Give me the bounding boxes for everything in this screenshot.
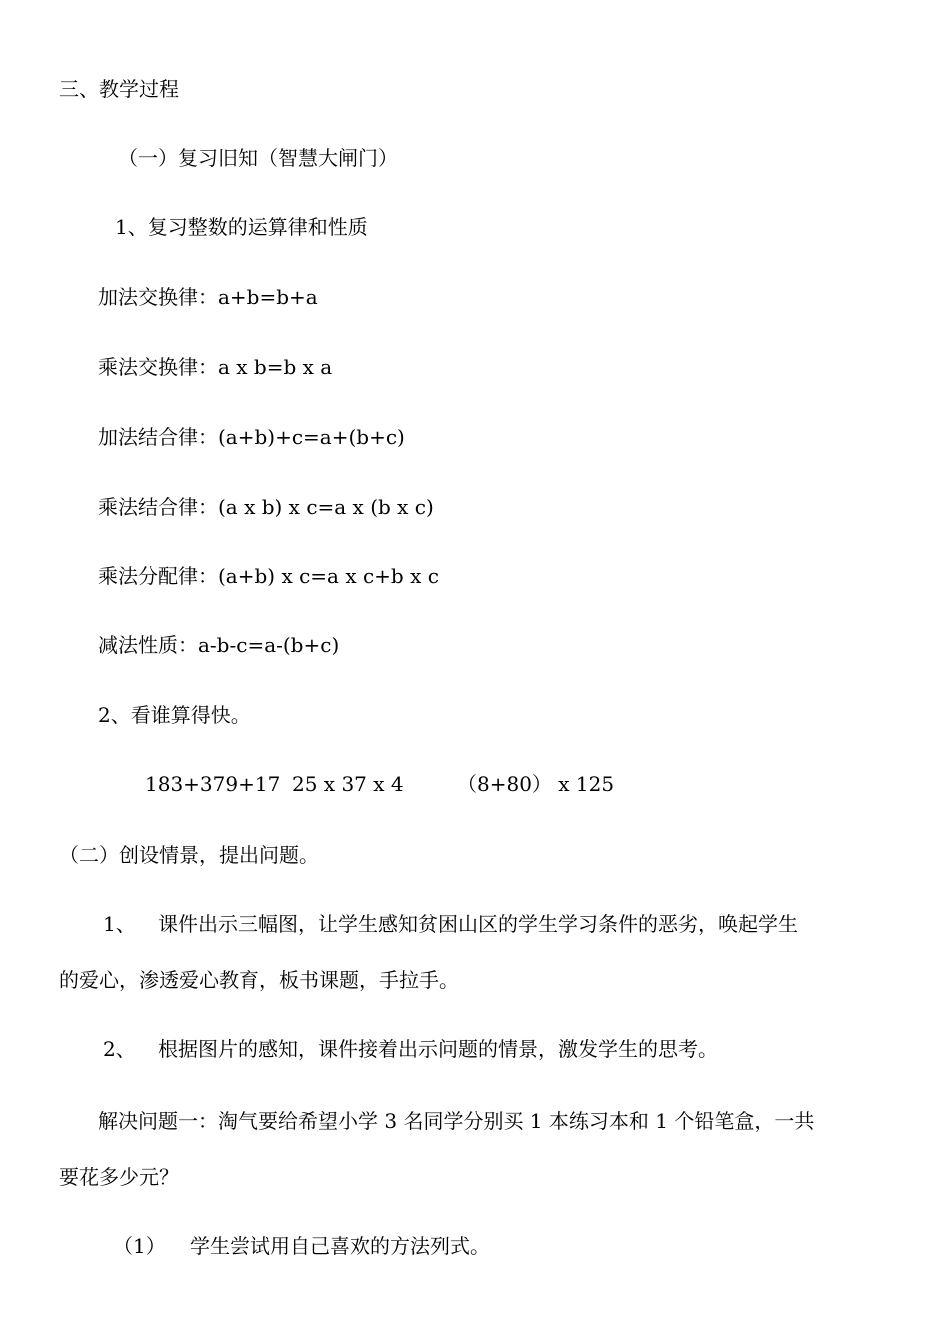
law-addition-commutative: 加法交换律：a+b=b+a bbox=[98, 285, 318, 309]
exercise-3: （8+80） x 125 bbox=[457, 772, 615, 796]
review-item-1: 1、复习整数的运算律和性质 bbox=[115, 215, 368, 239]
section-title: 三、教学过程 bbox=[59, 77, 179, 101]
law-multiplication-commutative: 乘法交换律：a x b=b x a bbox=[98, 355, 333, 379]
scenario-heading: （二）创设情景，提出问题。 bbox=[59, 843, 319, 867]
scenario-p1-line2: 的爱心，渗透爱心教育，板书课题，手拉手。 bbox=[59, 968, 459, 992]
exercise-2: 25 x 37 x 4 bbox=[292, 772, 404, 796]
step-1-number: （1） bbox=[113, 1234, 166, 1258]
law-multiplication-associative: 乘法结合律：(a x b) x c=a x (b x c) bbox=[98, 495, 434, 519]
exercise-1: 183+379+17 bbox=[145, 772, 281, 796]
problem-line1: 解决问题一：淘气要给希望小学 3 名同学分别买 1 本练习本和 1 个铅笔盒，一共 bbox=[98, 1109, 815, 1133]
review-heading: （一）复习旧知（智慧大闸门） bbox=[118, 146, 398, 170]
law-subtraction-property: 减法性质：a-b-c=a-(b+c) bbox=[98, 633, 340, 657]
scenario-p1-number: 1、 bbox=[103, 912, 136, 936]
law-addition-associative: 加法结合律：(a+b)+c=a+(b+c) bbox=[98, 425, 405, 449]
scenario-p2-number: 2、 bbox=[103, 1037, 136, 1061]
step-1-text: 学生尝试用自己喜欢的方法列式。 bbox=[190, 1234, 490, 1258]
scenario-p2-text: 根据图片的感知，课件接着出示问题的情景，激发学生的思考。 bbox=[158, 1037, 718, 1061]
review-item-2: 2、看谁算得快。 bbox=[98, 703, 251, 727]
law-multiplication-distributive: 乘法分配律：(a+b) x c=a x c+b x c bbox=[98, 564, 439, 588]
scenario-p1-line1: 课件出示三幅图，让学生感知贫困山区的学生学习条件的恶劣，唤起学生 bbox=[158, 912, 798, 936]
problem-line2: 要花多少元？ bbox=[59, 1165, 179, 1189]
